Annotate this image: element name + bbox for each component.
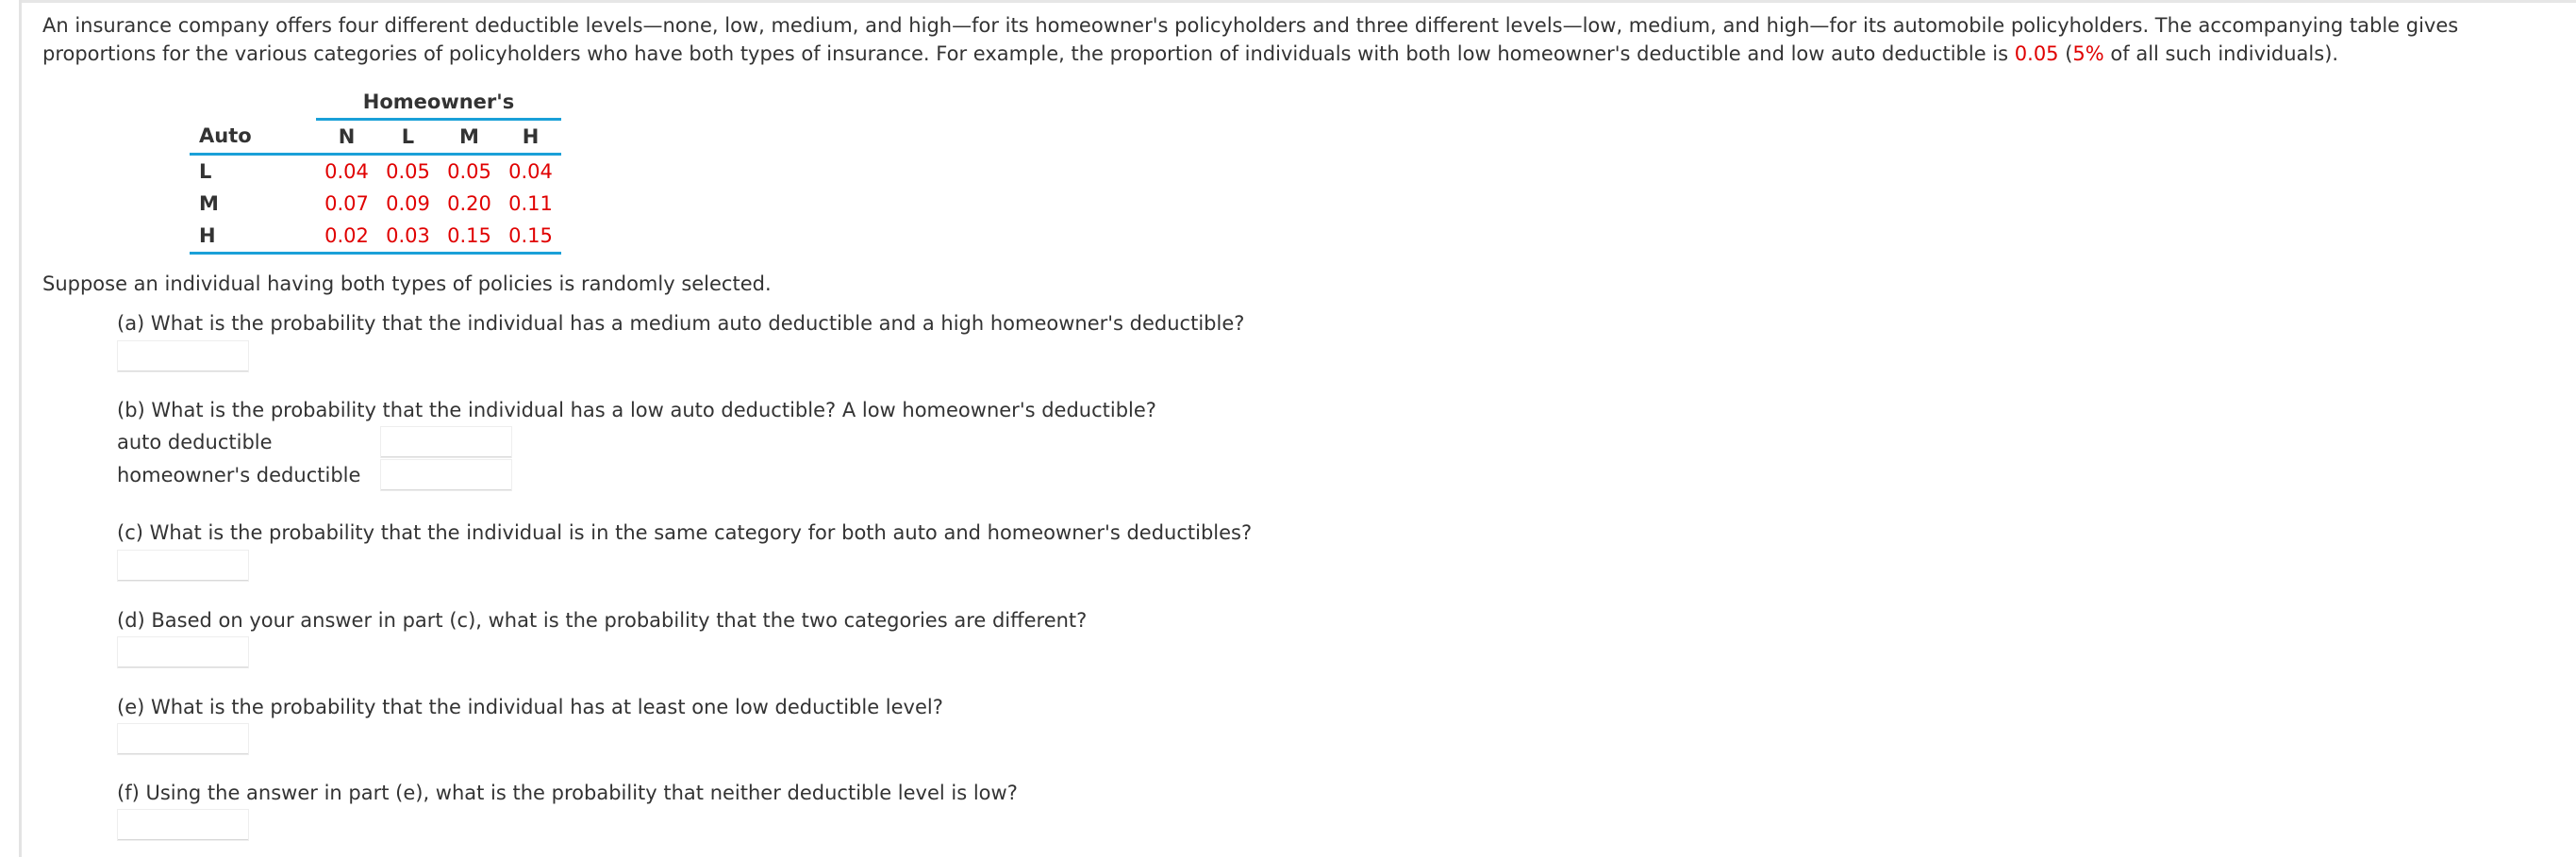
column-header-h: H xyxy=(500,120,561,155)
answer-e-input[interactable] xyxy=(117,723,249,755)
example-value: 0.05 xyxy=(2014,42,2059,65)
table-row xyxy=(190,188,561,220)
auto-header: Auto xyxy=(190,120,301,155)
table-cell: 0.04 xyxy=(508,160,553,183)
table-cell: 0.04 xyxy=(324,160,369,183)
table-row xyxy=(190,220,561,254)
intro-paragraph xyxy=(42,11,2533,68)
table-cell: 0.09 xyxy=(386,192,430,215)
table-cell: 0.20 xyxy=(447,192,491,215)
table-cell: 0.05 xyxy=(386,160,430,183)
column-header-m: M xyxy=(439,120,500,155)
question-c: (c) What is the probability that the individual is in the same category for both auto and homeowner's deductibles? xyxy=(117,521,1253,544)
table-row xyxy=(190,155,561,189)
proportions-table xyxy=(190,86,561,255)
question-f: (f) Using the answer in part (e), what is the probability that neither deductible level is low? xyxy=(117,782,1018,804)
question-b: (b) What is the probability that the individual has a low auto deductible? A low homeowner's deductible? xyxy=(117,399,1156,421)
question-e: (e) What is the probability that the individual has at least one low deductible level? xyxy=(117,696,943,718)
table-cell: 0.03 xyxy=(377,220,439,254)
table-cell: 0.07 xyxy=(324,192,369,215)
answer-b-auto-input[interactable] xyxy=(380,426,512,458)
table-cell: 0.11 xyxy=(508,192,553,215)
answer-d-input[interactable] xyxy=(117,636,249,668)
table-cell: 0.02 xyxy=(316,220,377,254)
question-a: (a) What is the probability that the individual has a medium auto deductible and a high homeowner's deductible? xyxy=(117,312,1245,335)
homeowners-header: Homeowner's xyxy=(316,86,561,120)
table-column-header-row xyxy=(190,120,561,155)
table-cell: 0.05 xyxy=(447,160,491,183)
column-header-l: L xyxy=(377,120,439,155)
deductible-table xyxy=(190,86,561,255)
top-divider xyxy=(21,0,2576,3)
intro-paren: ( xyxy=(2058,42,2073,65)
row-label-l: L xyxy=(199,160,212,183)
table-cell: 0.15 xyxy=(500,220,561,254)
suppose-text: Suppose an individual having both types of policies is randomly selected. xyxy=(42,272,772,295)
problem-statement xyxy=(42,11,2533,68)
answer-f-input[interactable] xyxy=(117,809,249,841)
table-cell: 0.15 xyxy=(439,220,500,254)
intro-text: An insurance company offers four different deductible levels—none, low, medium, and high—for its homeowner's policyholders and three different levels—low, medium, and high—for its automobile policyholders. The accompanying table gives proportions for the various categories of policyholders who have both types of insurance. For example, the proportion of individuals with both low homeowner's deductible and low auto deductible is xyxy=(42,14,2459,65)
auto-deductible-label: auto deductible xyxy=(117,431,273,453)
row-label-m: M xyxy=(199,192,219,215)
answer-c-input[interactable] xyxy=(117,550,249,582)
intro-text-end: of all such individuals). xyxy=(2103,42,2339,65)
homeowners-deductible-label: homeowner's deductible xyxy=(117,464,361,486)
column-header-n: N xyxy=(316,120,377,155)
row-label-h: H xyxy=(190,220,301,254)
table-group-header-row xyxy=(190,86,561,120)
left-divider xyxy=(19,0,22,857)
answer-b-home-input[interactable] xyxy=(380,459,512,491)
example-percent: 5% xyxy=(2072,42,2104,65)
answer-a-input[interactable] xyxy=(117,340,249,372)
question-d: (d) Based on your answer in part (c), what is the probability that the two categories are different? xyxy=(117,609,1088,632)
